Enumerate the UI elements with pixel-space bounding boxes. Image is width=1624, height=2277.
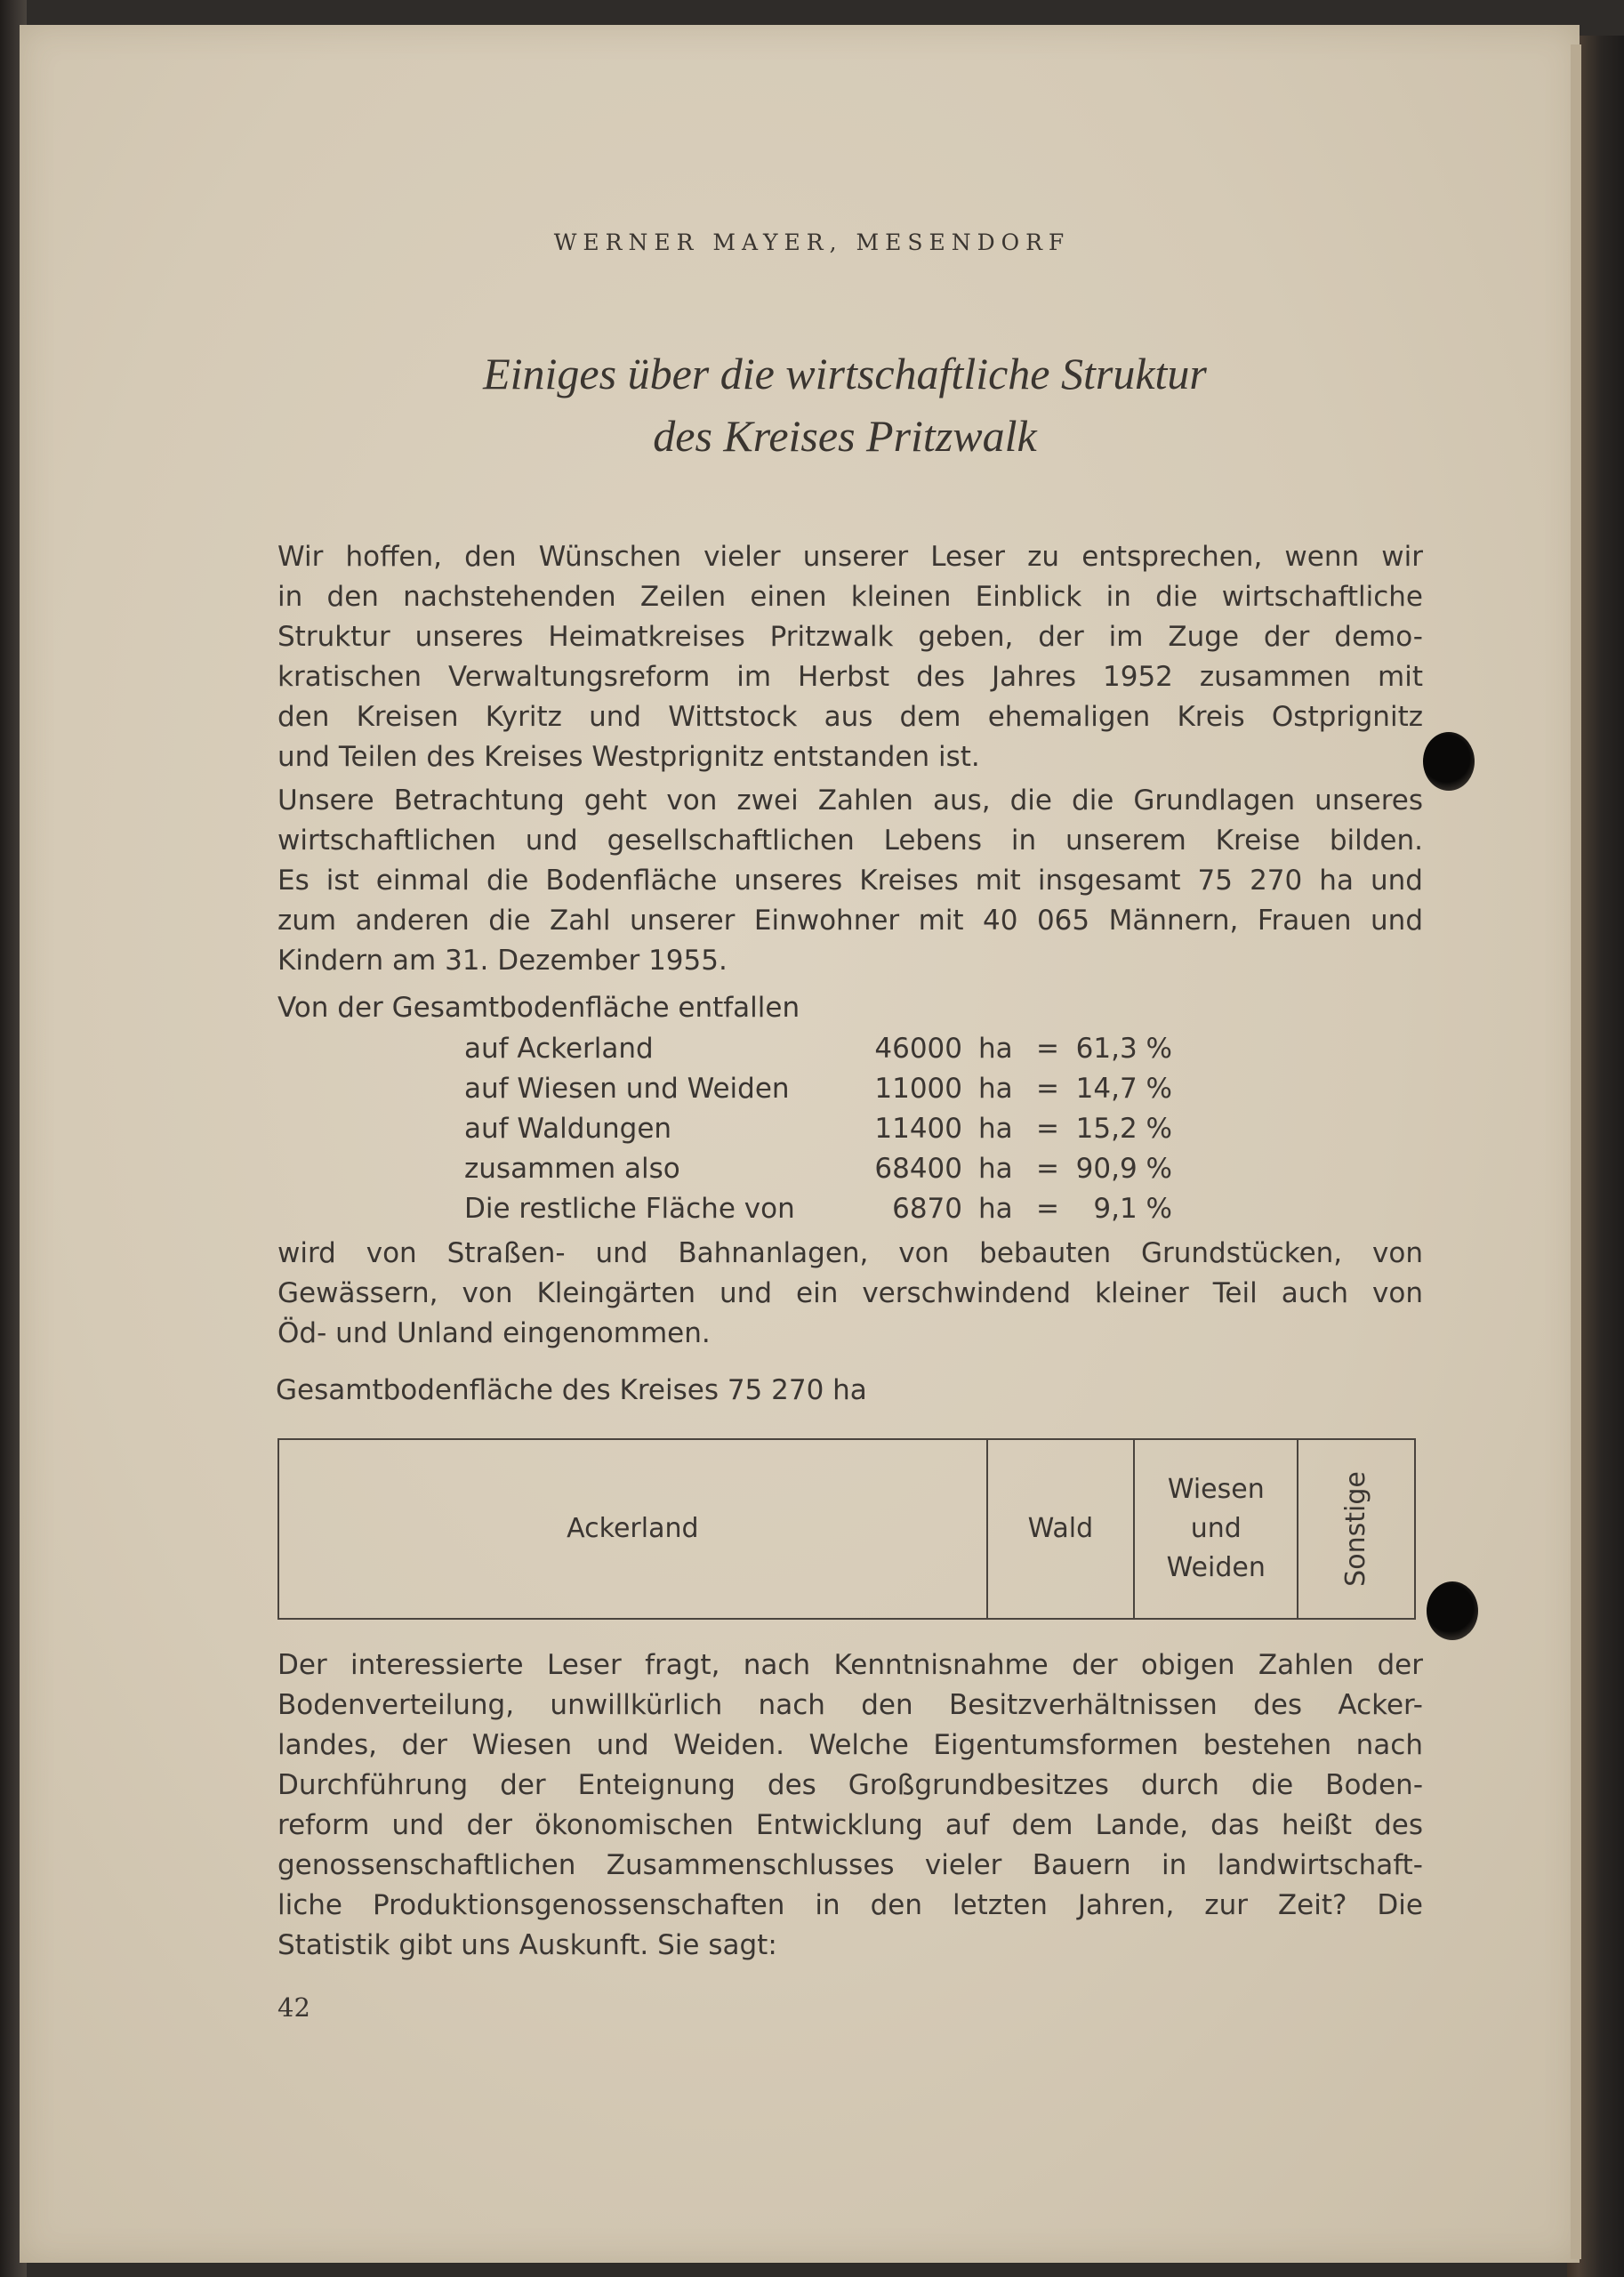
- paragraph-intro: [277, 537, 1423, 777]
- table-row: [464, 1148, 1172, 1188]
- text-line: wird von Straßen- und Bahnanlagen, von bebauten Grundstücken, von: [277, 1237, 1423, 1269]
- chart-title: Gesamtbodenfläche des Kreises 75 270 ha: [276, 1374, 867, 1406]
- text-line: Öd- und Unland eingenommen.: [277, 1317, 711, 1349]
- row-value: 6870: [892, 1192, 962, 1225]
- bar-segment-ackerland: [279, 1440, 986, 1618]
- text-line: landes, der Wiesen und Weiden. Welche Eigentumsformen bestehen nach: [277, 1729, 1423, 1761]
- text-line: Kindern am 31. Dezember 1955.: [277, 945, 728, 977]
- segment-label: Sonstige: [1340, 1471, 1372, 1587]
- row-value: 46000: [874, 1032, 962, 1065]
- segment-label: Wald: [1027, 1513, 1094, 1544]
- title-line: Einiges über die wirtschaftliche Struktur: [483, 349, 1207, 398]
- paragraph-figures: [277, 781, 1423, 981]
- paragraph-ownership: [277, 1645, 1423, 1966]
- text-line: Es ist einmal die Bodenfläche unseres Kreises mit insgesamt 75 270 ha und: [277, 865, 1423, 897]
- text-line: kratischen Verwaltungsreform im Herbst des Jahres 1952 zusammen mit: [277, 661, 1423, 693]
- page-number: 42: [277, 1992, 310, 2023]
- text-line: Durchführung der Enteignung des Großgrundbesitzes durch die Boden-: [277, 1769, 1423, 1801]
- bar-segment-sonstige: [1297, 1440, 1414, 1618]
- segment-label: Wiesen und Weiden: [1166, 1474, 1266, 1583]
- text-line: Struktur unseres Heimatkreises Pritzwalk geben, der im Zuge der demo-: [277, 621, 1423, 653]
- binding-hole-icon: [1427, 1581, 1478, 1640]
- text-line: wirtschaftlichen und gesellschaftlichen Lebens in unserem Kreise bilden.: [277, 825, 1423, 857]
- row-equals: =: [1036, 1032, 1059, 1065]
- text-line: Gewässern, von Kleingärten und ein verschwindend kleiner Teil auch von: [277, 1277, 1423, 1309]
- row-equals: =: [1036, 1072, 1059, 1105]
- table-row: [464, 1108, 1172, 1148]
- row-percent: 90,9 %: [1075, 1152, 1172, 1185]
- paragraph-remainder: [277, 1234, 1423, 1354]
- row-label: auf Wiesen und Weiden: [464, 1072, 790, 1105]
- row-value: 11400: [874, 1112, 962, 1145]
- text-line: Der interessierte Leser fragt, nach Kenntnisnahme der obigen Zahlen der: [277, 1649, 1423, 1681]
- row-unit: ha: [978, 1152, 1013, 1185]
- table-row: [464, 1188, 1172, 1228]
- text-line: Bodenverteilung, unwillkürlich nach den Besitzverhältnissen des Acker-: [277, 1689, 1423, 1721]
- segment-label: Ackerland: [567, 1513, 699, 1544]
- row-percent: 15,2 %: [1075, 1112, 1172, 1145]
- row-unit: ha: [978, 1072, 1013, 1105]
- row-label: auf Waldungen: [464, 1112, 672, 1145]
- text-line: und Teilen des Kreises Westprignitz entstanden ist.: [277, 741, 980, 773]
- row-unit: ha: [978, 1112, 1013, 1145]
- row-label: Die restliche Fläche von: [464, 1192, 795, 1225]
- land-use-bar-chart: [277, 1438, 1416, 1620]
- text-line: in den nachstehenden Zeilen einen kleinen Einblick in die wirtschaftliche: [277, 581, 1423, 613]
- text-line: Unsere Betrachtung geht von zwei Zahlen aus, die die Grundlagen unseres: [277, 784, 1423, 817]
- row-unit: ha: [978, 1032, 1013, 1065]
- row-value: 11000: [874, 1072, 962, 1105]
- row-label: zusammen also: [464, 1152, 680, 1185]
- title-line: des Kreises Pritzwalk: [653, 411, 1037, 461]
- text-line: reform und der ökonomischen Entwicklung auf dem Lande, das heißt des: [277, 1809, 1423, 1841]
- row-percent: 14,7 %: [1075, 1072, 1172, 1105]
- text-line: Wir hoffen, den Wünschen vieler unserer Leser zu entsprechen, wenn wir: [277, 541, 1423, 573]
- table-row: [464, 1068, 1172, 1108]
- text-line: Statistik gibt uns Auskunft. Sie sagt:: [277, 1929, 777, 1961]
- row-label: auf Ackerland: [464, 1032, 654, 1065]
- row-unit: ha: [978, 1192, 1013, 1225]
- text-line: zum anderen die Zahl unserer Einwohner mit 40 065 Männern, Frauen und: [277, 905, 1423, 937]
- row-equals: =: [1036, 1152, 1059, 1185]
- allocation-intro: Von der Gesamtbodenfläche entfallen: [277, 992, 800, 1024]
- row-percent: 9,1 %: [1093, 1192, 1172, 1225]
- row-equals: =: [1036, 1192, 1059, 1225]
- article-title: [0, 342, 1624, 467]
- bar-segment-wiesen: [1133, 1440, 1297, 1618]
- text-line: den Kreisen Kyritz und Wittstock aus dem ehemaligen Kreis Ostprignitz: [277, 701, 1423, 733]
- row-percent: 61,3 %: [1075, 1032, 1172, 1065]
- author-line: WERNER MAYER, MESENDORF: [553, 229, 1071, 255]
- table-row: [464, 1028, 1172, 1068]
- row-equals: =: [1036, 1112, 1059, 1145]
- row-value: 68400: [874, 1152, 962, 1185]
- land-allocation-table: [464, 1028, 1172, 1228]
- text-line: liche Produktionsgenossenschaften in den letzten Jahren, zur Zeit? Die: [277, 1889, 1423, 1921]
- text-line: genossenschaftlichen Zusammenschlusses vieler Bauern in landwirtschaft-: [277, 1849, 1423, 1881]
- binding-hole-icon: [1423, 732, 1475, 791]
- bar-segment-wald: [986, 1440, 1133, 1618]
